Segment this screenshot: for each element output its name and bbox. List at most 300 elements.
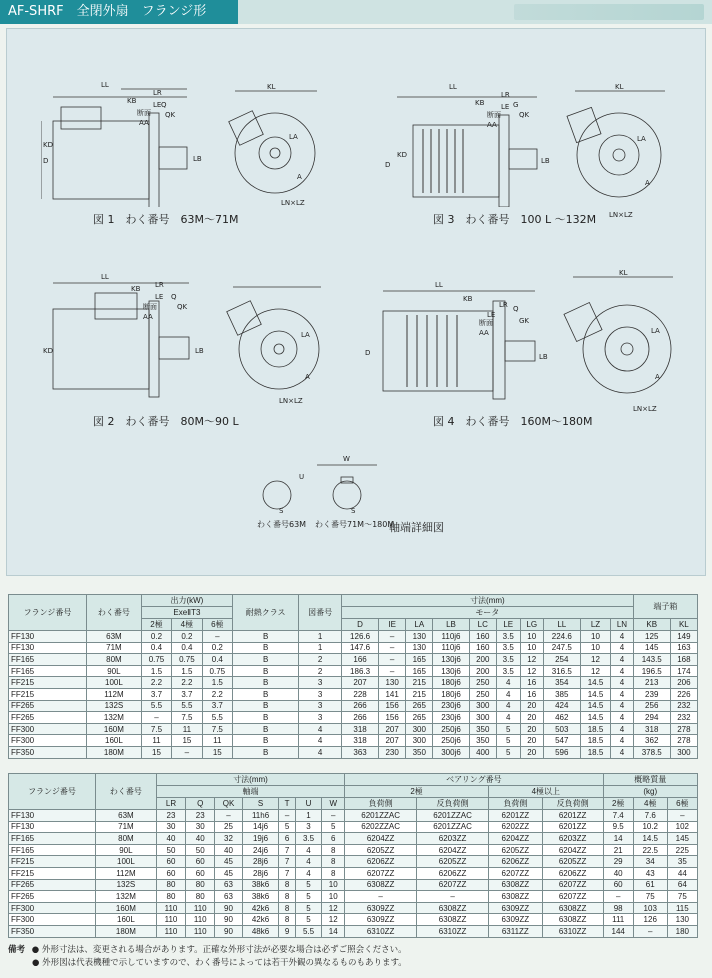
table-cell: 3.5	[295, 833, 322, 845]
col-dim: LB	[433, 619, 469, 631]
table-row	[9, 833, 698, 845]
col-class: 耐熱クラス	[233, 595, 299, 631]
svg-text:G: G	[513, 101, 519, 109]
table-cell: 6206ZZ	[345, 856, 417, 868]
table-cell: 180j6	[433, 677, 469, 689]
table-cell: 112M	[87, 688, 142, 700]
table-cell: 126	[633, 914, 667, 926]
table-cell: 4	[611, 642, 634, 654]
col-shaft-dim: U	[295, 798, 322, 810]
table-cell: 23	[186, 810, 215, 822]
table-cell: 3	[299, 700, 342, 712]
table-cell: 2.2	[172, 677, 202, 689]
table-cell: 6308ZZ	[542, 914, 603, 926]
table-cell: 34	[633, 856, 667, 868]
table-cell: 4	[611, 700, 634, 712]
col-shaft-dim: QK	[215, 798, 242, 810]
table-cell: 60	[186, 867, 215, 879]
svg-text:LE: LE	[501, 103, 510, 111]
table-cell: 38k6	[242, 879, 279, 891]
table-cell: 160	[469, 642, 496, 654]
table-cell: 6205ZZ	[489, 844, 543, 856]
table-cell: 6203ZZ	[542, 833, 603, 845]
table-cell: 50	[156, 844, 185, 856]
col-frame: わく番号	[95, 774, 156, 810]
svg-text:QK: QK	[165, 111, 176, 119]
figure-1-caption: 図 1 わく番号 63M～71M	[93, 213, 239, 226]
table-cell: 63M	[95, 810, 156, 822]
col-pole: 6極	[202, 619, 232, 631]
table-cell: –	[322, 810, 345, 822]
table-cell: 6205ZZ	[542, 856, 603, 868]
table-cell: 19j6	[242, 833, 279, 845]
table-cell: 8	[279, 914, 295, 926]
table-cell: 5	[295, 914, 322, 926]
table-cell: 103	[633, 902, 667, 914]
col-dim: KL	[670, 619, 697, 631]
table-cell: 424	[543, 700, 580, 712]
table-cell: 3.5	[496, 654, 520, 666]
table-cell: –	[141, 712, 171, 724]
svg-text:A: A	[655, 373, 660, 381]
table-cell: 11	[202, 735, 232, 747]
table-cell: 20	[520, 700, 543, 712]
table-cell: 30	[156, 821, 185, 833]
table-cell: 100L	[95, 856, 156, 868]
col-mass: 概略質量	[603, 774, 697, 786]
table-cell: 110j6	[433, 631, 469, 643]
table-cell: 10	[322, 879, 345, 891]
svg-text:D: D	[43, 157, 49, 165]
table-row	[9, 925, 698, 937]
svg-text:AA: AA	[143, 313, 153, 321]
table-cell: 14.5	[580, 677, 610, 689]
table-cell: 6309ZZ	[489, 902, 543, 914]
table-cell: 4	[611, 677, 634, 689]
table-cell: 71M	[95, 821, 156, 833]
table-cell: 8	[279, 902, 295, 914]
table-cell: 20	[520, 735, 543, 747]
table-cell: 14	[322, 925, 345, 937]
table-cell: 6207ZZ	[489, 867, 543, 879]
table-cell: –	[603, 891, 633, 903]
table-cell: FF130	[9, 631, 87, 643]
table-cell: 266	[342, 712, 379, 724]
table-cell: 44	[667, 867, 697, 879]
table-cell: 38k6	[242, 891, 279, 903]
shaft-detail-label-63m: わく番号63M	[257, 520, 307, 529]
table-cell: 230	[379, 746, 406, 758]
table-cell: 42k6	[242, 914, 279, 926]
table-cell: 6201ZZAC	[417, 810, 489, 822]
svg-text:LR: LR	[501, 91, 510, 99]
table-cell: 2	[299, 665, 342, 677]
table-cell: 6201ZZAC	[417, 821, 489, 833]
col-anti-load-side: 反負荷側	[542, 798, 603, 810]
table-cell: 5	[496, 746, 520, 758]
table-cell: FF300	[9, 735, 87, 747]
table-cell: 180M	[87, 746, 142, 758]
table-cell: 6309ZZ	[489, 914, 543, 926]
table-cell: 6205ZZ	[345, 844, 417, 856]
table-row	[9, 700, 698, 712]
table-cell: 350	[406, 746, 433, 758]
table-cell: 6310ZZ	[417, 925, 489, 937]
svg-text:断面: 断面	[487, 111, 501, 119]
table-cell: 12	[322, 902, 345, 914]
table-cell: 24j6	[242, 844, 279, 856]
table-cell: 18.5	[580, 746, 610, 758]
table-cell: 1.5	[172, 665, 202, 677]
col-dim: LA	[406, 619, 433, 631]
table-cell: 110	[186, 914, 215, 926]
table-cell: 15	[202, 746, 232, 758]
col-dim: LZ	[580, 619, 610, 631]
table-cell: 318	[633, 723, 670, 735]
table-cell: 60	[186, 856, 215, 868]
table-cell: FF265	[9, 700, 87, 712]
table-cell: 61	[633, 879, 667, 891]
shaft-detail-drawing	[247, 449, 407, 519]
table-cell: 0.75	[141, 654, 171, 666]
figure-4-caption: 図 4 わく番号 160M～180M	[433, 415, 593, 428]
svg-text:KL: KL	[615, 83, 624, 91]
table-row	[9, 631, 698, 643]
table-cell: 224.6	[543, 631, 580, 643]
table-cell: 1	[299, 631, 342, 643]
table-cell: 4	[496, 700, 520, 712]
table-cell: 14	[603, 833, 633, 845]
table-cell: 3.5	[496, 665, 520, 677]
table-cell: 110	[156, 914, 185, 926]
table-cell: 0.75	[202, 665, 232, 677]
table-cell: 9	[279, 925, 295, 937]
col-pole: 4極	[172, 619, 202, 631]
table-cell: 3	[299, 688, 342, 700]
table-cell: 71M	[87, 642, 142, 654]
table-cell: 29	[603, 856, 633, 868]
table-cell: 186.3	[342, 665, 379, 677]
table-cell: 4	[611, 688, 634, 700]
table-cell: 40	[215, 844, 242, 856]
table-cell: 6308ZZ	[417, 902, 489, 914]
table-cell: 156	[379, 700, 406, 712]
table-cell: B	[233, 677, 299, 689]
table-row	[9, 688, 698, 700]
table-cell: 5	[322, 821, 345, 833]
table-cell: 400	[469, 746, 496, 758]
table-cell: 90	[215, 914, 242, 926]
table-cell: B	[233, 723, 299, 735]
table-cell: 45	[215, 856, 242, 868]
table-cell: 60	[156, 856, 185, 868]
table-cell: 132S	[95, 879, 156, 891]
table-cell: 2	[299, 654, 342, 666]
col-mass-pole: 2極	[603, 798, 633, 810]
table-cell: 6206ZZ	[417, 867, 489, 879]
table-cell: 10	[520, 631, 543, 643]
table-cell: 3.7	[141, 688, 171, 700]
table-cell: 362	[633, 735, 670, 747]
table-cell: 256	[633, 700, 670, 712]
svg-text:KD: KD	[43, 141, 53, 149]
table-cell: FF130	[9, 810, 96, 822]
table-cell: 165	[406, 665, 433, 677]
table-cell: 32	[215, 833, 242, 845]
table-cell: B	[233, 631, 299, 643]
svg-text:Q: Q	[161, 101, 167, 109]
table-cell: 225	[667, 844, 697, 856]
svg-text:W: W	[343, 455, 350, 463]
shaft-bearing-table	[8, 773, 698, 938]
svg-text:LN×LZ: LN×LZ	[609, 211, 633, 219]
svg-text:D: D	[365, 349, 371, 357]
table-cell: 1.5	[141, 665, 171, 677]
table-cell: 8	[322, 856, 345, 868]
table-cell: 6204ZZ	[417, 844, 489, 856]
table-cell: –	[379, 665, 406, 677]
table-cell: 112M	[95, 867, 156, 879]
table-cell: 63	[215, 891, 242, 903]
table-cell: 6204ZZ	[542, 844, 603, 856]
table-cell: 1	[295, 810, 322, 822]
table-cell: 130j6	[433, 654, 469, 666]
table-cell: 4	[611, 746, 634, 758]
table-cell: 196.5	[633, 665, 670, 677]
table-cell: 10.2	[633, 821, 667, 833]
table-cell: 132S	[87, 700, 142, 712]
table-cell: 18.5	[580, 735, 610, 747]
table-cell: 4	[611, 735, 634, 747]
table-row	[9, 810, 698, 822]
table-row	[9, 746, 698, 758]
table-cell: 354	[543, 677, 580, 689]
svg-text:断面: 断面	[137, 109, 151, 117]
table-cell: 6202ZZAC	[345, 821, 417, 833]
table-cell: –	[379, 631, 406, 643]
table-cell: 6308ZZ	[417, 914, 489, 926]
table-cell: 60	[156, 867, 185, 879]
table-cell: B	[233, 712, 299, 724]
col-dim: KB	[633, 619, 670, 631]
figure-1-front-view	[227, 81, 327, 211]
svg-text:KD: KD	[43, 347, 53, 355]
table-cell: 228	[342, 688, 379, 700]
table-cell: 4	[496, 712, 520, 724]
svg-text:KB: KB	[127, 97, 137, 105]
drawing-panel	[6, 28, 706, 576]
table-cell: 12	[580, 654, 610, 666]
table-cell: 266	[342, 700, 379, 712]
table-cell: 4	[295, 844, 322, 856]
table-cell: 230j6	[433, 700, 469, 712]
svg-text:KL: KL	[619, 269, 628, 277]
table-cell: 48k6	[242, 925, 279, 937]
table-cell: 6310ZZ	[542, 925, 603, 937]
svg-text:KL: KL	[267, 83, 276, 91]
table-cell: 100L	[87, 677, 142, 689]
table-row	[9, 723, 698, 735]
table-cell: 10	[322, 891, 345, 903]
table-cell: 90L	[87, 665, 142, 677]
svg-text:LA: LA	[301, 331, 310, 339]
svg-text:AA: AA	[479, 329, 489, 337]
col-shaft: 軸端	[156, 786, 344, 798]
table-cell: 15	[141, 746, 171, 758]
figure-2-side-view	[41, 269, 211, 399]
table-cell: 180j6	[433, 688, 469, 700]
col-bearing: ベアリング番号	[345, 774, 603, 786]
col-motor: モータ	[342, 607, 634, 619]
table-cell: 4	[611, 712, 634, 724]
table-cell: 80M	[95, 833, 156, 845]
table-cell: –	[172, 746, 202, 758]
figure-3-front-view	[565, 81, 675, 221]
table-cell: 3.7	[202, 700, 232, 712]
table-cell: 110	[186, 902, 215, 914]
table-cell: 206	[670, 677, 697, 689]
table-cell: 200	[469, 665, 496, 677]
table-cell: 3	[299, 677, 342, 689]
col-dim: LC	[469, 619, 496, 631]
svg-text:LN×LZ: LN×LZ	[633, 405, 657, 413]
table-cell: 300	[469, 712, 496, 724]
notes	[8, 944, 704, 970]
table-cell: 160	[469, 631, 496, 643]
table-cell: 11	[172, 723, 202, 735]
table-cell: 7	[279, 856, 295, 868]
col-mass-pole: 4極	[633, 798, 667, 810]
table-cell: –	[667, 810, 697, 822]
table-cell: 4	[611, 665, 634, 677]
table-cell: 5	[496, 735, 520, 747]
table-cell: 110	[156, 902, 185, 914]
col-flange: フランジ番号	[9, 774, 96, 810]
svg-text:KB: KB	[463, 295, 473, 303]
table-cell: 90L	[95, 844, 156, 856]
table-row	[9, 856, 698, 868]
table-cell: 350	[469, 723, 496, 735]
table-cell: 265	[406, 712, 433, 724]
table-cell: 45	[215, 867, 242, 879]
table-cell: 40	[603, 867, 633, 879]
svg-text:LB: LB	[539, 353, 548, 361]
table-cell: 4	[611, 654, 634, 666]
figure-3-side-view	[383, 77, 553, 207]
table-cell: 40	[156, 833, 185, 845]
svg-text:S: S	[279, 507, 284, 515]
table-cell: –	[345, 891, 417, 903]
table-row	[9, 642, 698, 654]
table-cell: 363	[342, 746, 379, 758]
table-cell: FF265	[9, 879, 96, 891]
table-cell: 232	[670, 712, 697, 724]
table-cell: 5.5	[172, 700, 202, 712]
table-cell: –	[279, 810, 295, 822]
table-cell: 12	[580, 665, 610, 677]
table-cell: 503	[543, 723, 580, 735]
table-cell: 130	[406, 642, 433, 654]
svg-text:LL: LL	[101, 273, 109, 281]
table-cell: 23	[156, 810, 185, 822]
table-cell: FF215	[9, 856, 96, 868]
table-cell: FF265	[9, 891, 96, 903]
svg-text:LN×LZ: LN×LZ	[281, 199, 305, 207]
table-cell: 300j6	[433, 746, 469, 758]
table-row	[9, 665, 698, 677]
table-cell: 6206ZZ	[489, 856, 543, 868]
table-cell: 6	[322, 833, 345, 845]
svg-text:Q: Q	[513, 305, 519, 313]
table-cell: 160L	[95, 914, 156, 926]
col-flange: フランジ番号	[9, 595, 87, 631]
table-cell: FF300	[9, 902, 96, 914]
table-cell: 12	[520, 665, 543, 677]
table-cell: 2.2	[141, 677, 171, 689]
table-cell: 7.5	[202, 723, 232, 735]
table-cell: 14.5	[633, 833, 667, 845]
table-cell: 147.6	[342, 642, 379, 654]
svg-text:GK: GK	[519, 317, 530, 325]
col-pole4: 4極以上	[489, 786, 604, 798]
svg-text:AA: AA	[487, 121, 497, 129]
table-row	[9, 654, 698, 666]
table-cell: 145	[667, 833, 697, 845]
col-anti-load-side: 反負荷側	[417, 798, 489, 810]
table-cell: 250j6	[433, 723, 469, 735]
table-cell: 6207ZZ	[542, 891, 603, 903]
table-cell: –	[379, 642, 406, 654]
table-cell: 4	[611, 631, 634, 643]
table-cell: 12	[520, 654, 543, 666]
table-cell: 60	[603, 879, 633, 891]
table-cell: 4	[295, 867, 322, 879]
svg-text:LL: LL	[101, 81, 109, 89]
table-cell: 115	[667, 902, 697, 914]
table-cell: 254	[543, 654, 580, 666]
table-cell: 9.5	[603, 821, 633, 833]
table-cell: –	[379, 654, 406, 666]
table-cell: B	[233, 688, 299, 700]
table-cell: 14.5	[580, 688, 610, 700]
table-cell: 596	[543, 746, 580, 758]
svg-text:KB: KB	[475, 99, 485, 107]
table-cell: 7	[279, 867, 295, 879]
col-mass-unit: (kg)	[603, 786, 697, 798]
table-cell: 11	[141, 735, 171, 747]
note-line-1	[8, 944, 704, 957]
table-cell: 156	[379, 712, 406, 724]
svg-text:LB: LB	[541, 157, 550, 165]
table-cell: 385	[543, 688, 580, 700]
table-cell: 132M	[87, 712, 142, 724]
col-pole: 2極	[141, 619, 171, 631]
svg-text:LR: LR	[499, 301, 508, 309]
table-row	[9, 879, 698, 891]
table-cell: FF165	[9, 654, 87, 666]
table-cell: FF130	[9, 642, 87, 654]
svg-text:LA: LA	[651, 327, 660, 335]
table-cell: 6310ZZ	[345, 925, 417, 937]
table-cell: 75	[633, 891, 667, 903]
figure-1-side-view	[41, 77, 211, 207]
table-cell: 6311ZZ	[489, 925, 543, 937]
table-cell: 6207ZZ	[345, 867, 417, 879]
svg-text:LA: LA	[289, 133, 298, 141]
table-cell: 247.5	[543, 642, 580, 654]
shaft-detail-label-71m-180m: わく番号71M～180M	[315, 520, 395, 529]
table-cell: 1.5	[202, 677, 232, 689]
